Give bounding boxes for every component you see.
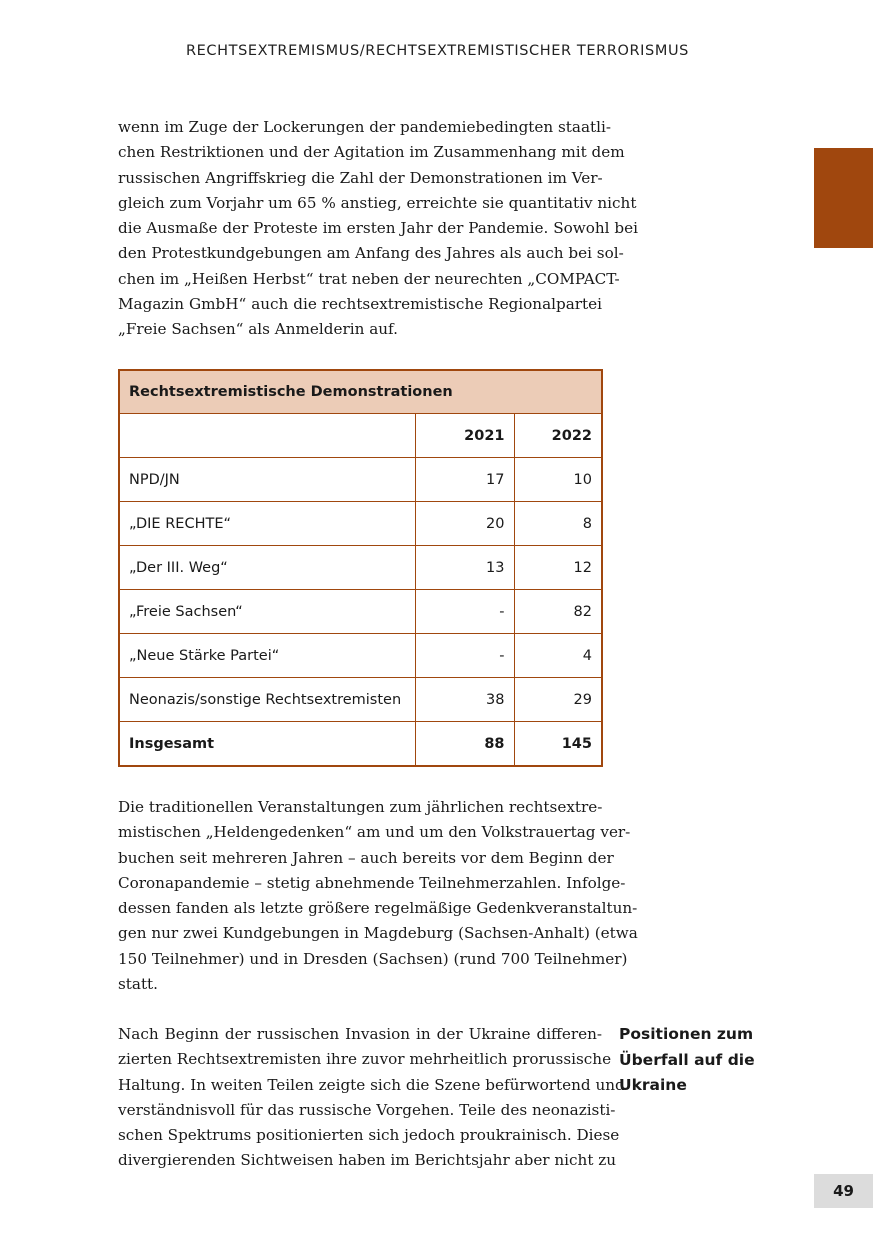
row-value-2022: 29 [514,678,602,722]
table-row [119,590,602,634]
row-value-2021: 38 [415,678,514,722]
table-row [119,678,602,722]
table-row [119,502,602,546]
paragraph-line: verständnisvoll für das russische Vorgehen. Teile des neonazisti- [118,1100,616,1119]
paragraph-line: wenn im Zuge der Lockerungen der pandemiebedingten staatli- [118,118,611,136]
paragraph-line: chen Restriktionen und der Agitation im Zusammenhang mit dem [118,143,625,162]
demonstrations-table [118,369,603,767]
row-value-2021: 13 [415,546,514,590]
paragraph-line: „Freie Sachsen“ als Anmelderin auf. [118,320,398,339]
paragraph-line: buchen seit mehreren Jahren – auch bereits vor dem Beginn der [118,848,614,867]
paragraph-line: schen Spektrums positionierten sich jedoch proukrainisch. Diese [118,1126,620,1145]
paragraph-line: Haltung. In weiten Teilen zeigte sich die Szene befürwortend und [118,1075,625,1094]
row-label: „Der III. Weg“ [119,546,415,590]
total-value-2022: 145 [514,722,602,767]
paragraph-line: zierten Rechtsextremisten ihre zuvor mehrheitlich prorussische [118,1050,612,1069]
paragraph-line: statt. [118,975,158,994]
paragraph-2 [118,795,638,997]
margin-note-line: Überfall auf die [619,1050,755,1069]
margin-note-line: Positionen zum [619,1025,754,1043]
paragraph-line: gen nur zwei Kundgebungen in Magdeburg (Sachsen-Anhalt) (etwa [118,924,638,943]
row-label: NPD/JN [119,458,415,502]
paragraph-line: Magazin GmbH“ auch die rechtsextremistische Regionalpartei [118,295,602,314]
paragraph-line: den Protestkundgebungen am Anfang des Jahres als auch bei sol- [118,244,624,263]
row-value-2021: 17 [415,458,514,502]
row-label: Neonazis/sonstige Rechtsextremisten [119,678,415,722]
paragraph-1 [118,115,638,343]
paragraph-3 [118,1022,625,1174]
table-header-row [119,414,602,458]
row-label: „Neue Stärke Partei“ [119,634,415,678]
header-cell-2021: 2021 [415,414,514,458]
paragraph-line: die Ausmaße der Proteste im ersten Jahr der Pandemie. Sowohl bei [118,219,638,238]
running-header: RECHTSEXTREMISMUS/RECHTSEXTREMISTISCHER TERRORISMUS [186,43,689,59]
paragraph-line: dessen fanden als letzte größere regelmäßige Gedenkveranstaltun- [118,899,638,918]
total-label: Insgesamt [119,722,415,767]
row-value-2021: - [415,590,514,634]
table-title-row [119,370,602,414]
row-value-2022: 82 [514,590,602,634]
chapter-tab [814,148,873,248]
row-value-2021: - [415,634,514,678]
paragraph-line: divergierenden Sichtweisen haben im Berichtsjahr aber nicht zu [118,1151,617,1170]
paragraph-line: Coronapandemie – stetig abnehmende Teilnehmerzahlen. Infolge- [118,873,626,892]
row-value-2022: 10 [514,458,602,502]
row-value-2022: 12 [514,546,602,590]
paragraph-line: gleich zum Vorjahr um 65 % anstieg, erreichte sie quantitativ nicht [118,193,637,212]
row-value-2022: 8 [514,502,602,546]
paragraph-line: russischen Angriffskrieg die Zahl der Demonstrationen im Ver- [118,168,603,187]
table-title: Rechtsextremistische Demonstrationen [119,370,602,414]
header-cell-label [119,414,415,458]
paragraph-line: chen im „Heißen Herbst“ trat neben der neurechten „COMPACT- [118,269,620,288]
row-label: „DIE RECHTE“ [119,502,415,546]
table-row [119,458,602,502]
header-cell-2022: 2022 [514,414,602,458]
row-label: „Freie Sachsen“ [119,590,415,634]
row-value-2022: 4 [514,634,602,678]
table-row [119,634,602,678]
paragraph-line: 150 Teilnehmer) und in Dresden (Sachsen) (rund 700 Teilnehmer) [118,949,628,968]
paragraph-line: Nach Beginn der russischen Invasion in der Ukraine differen- [118,1025,602,1043]
paragraph-line: mistischen „Heldengedenken“ am und um den Volkstrauertag ver- [118,823,631,842]
total-value-2021: 88 [415,722,514,767]
table-total-row [119,722,602,767]
page-number: 49 [814,1174,873,1208]
table-row [119,546,602,590]
margin-note [619,1022,779,1099]
row-value-2021: 20 [415,502,514,546]
paragraph-line: Die traditionellen Veranstaltungen zum jährlichen rechtsextre- [118,798,603,816]
margin-note-line: Ukraine [619,1076,687,1094]
